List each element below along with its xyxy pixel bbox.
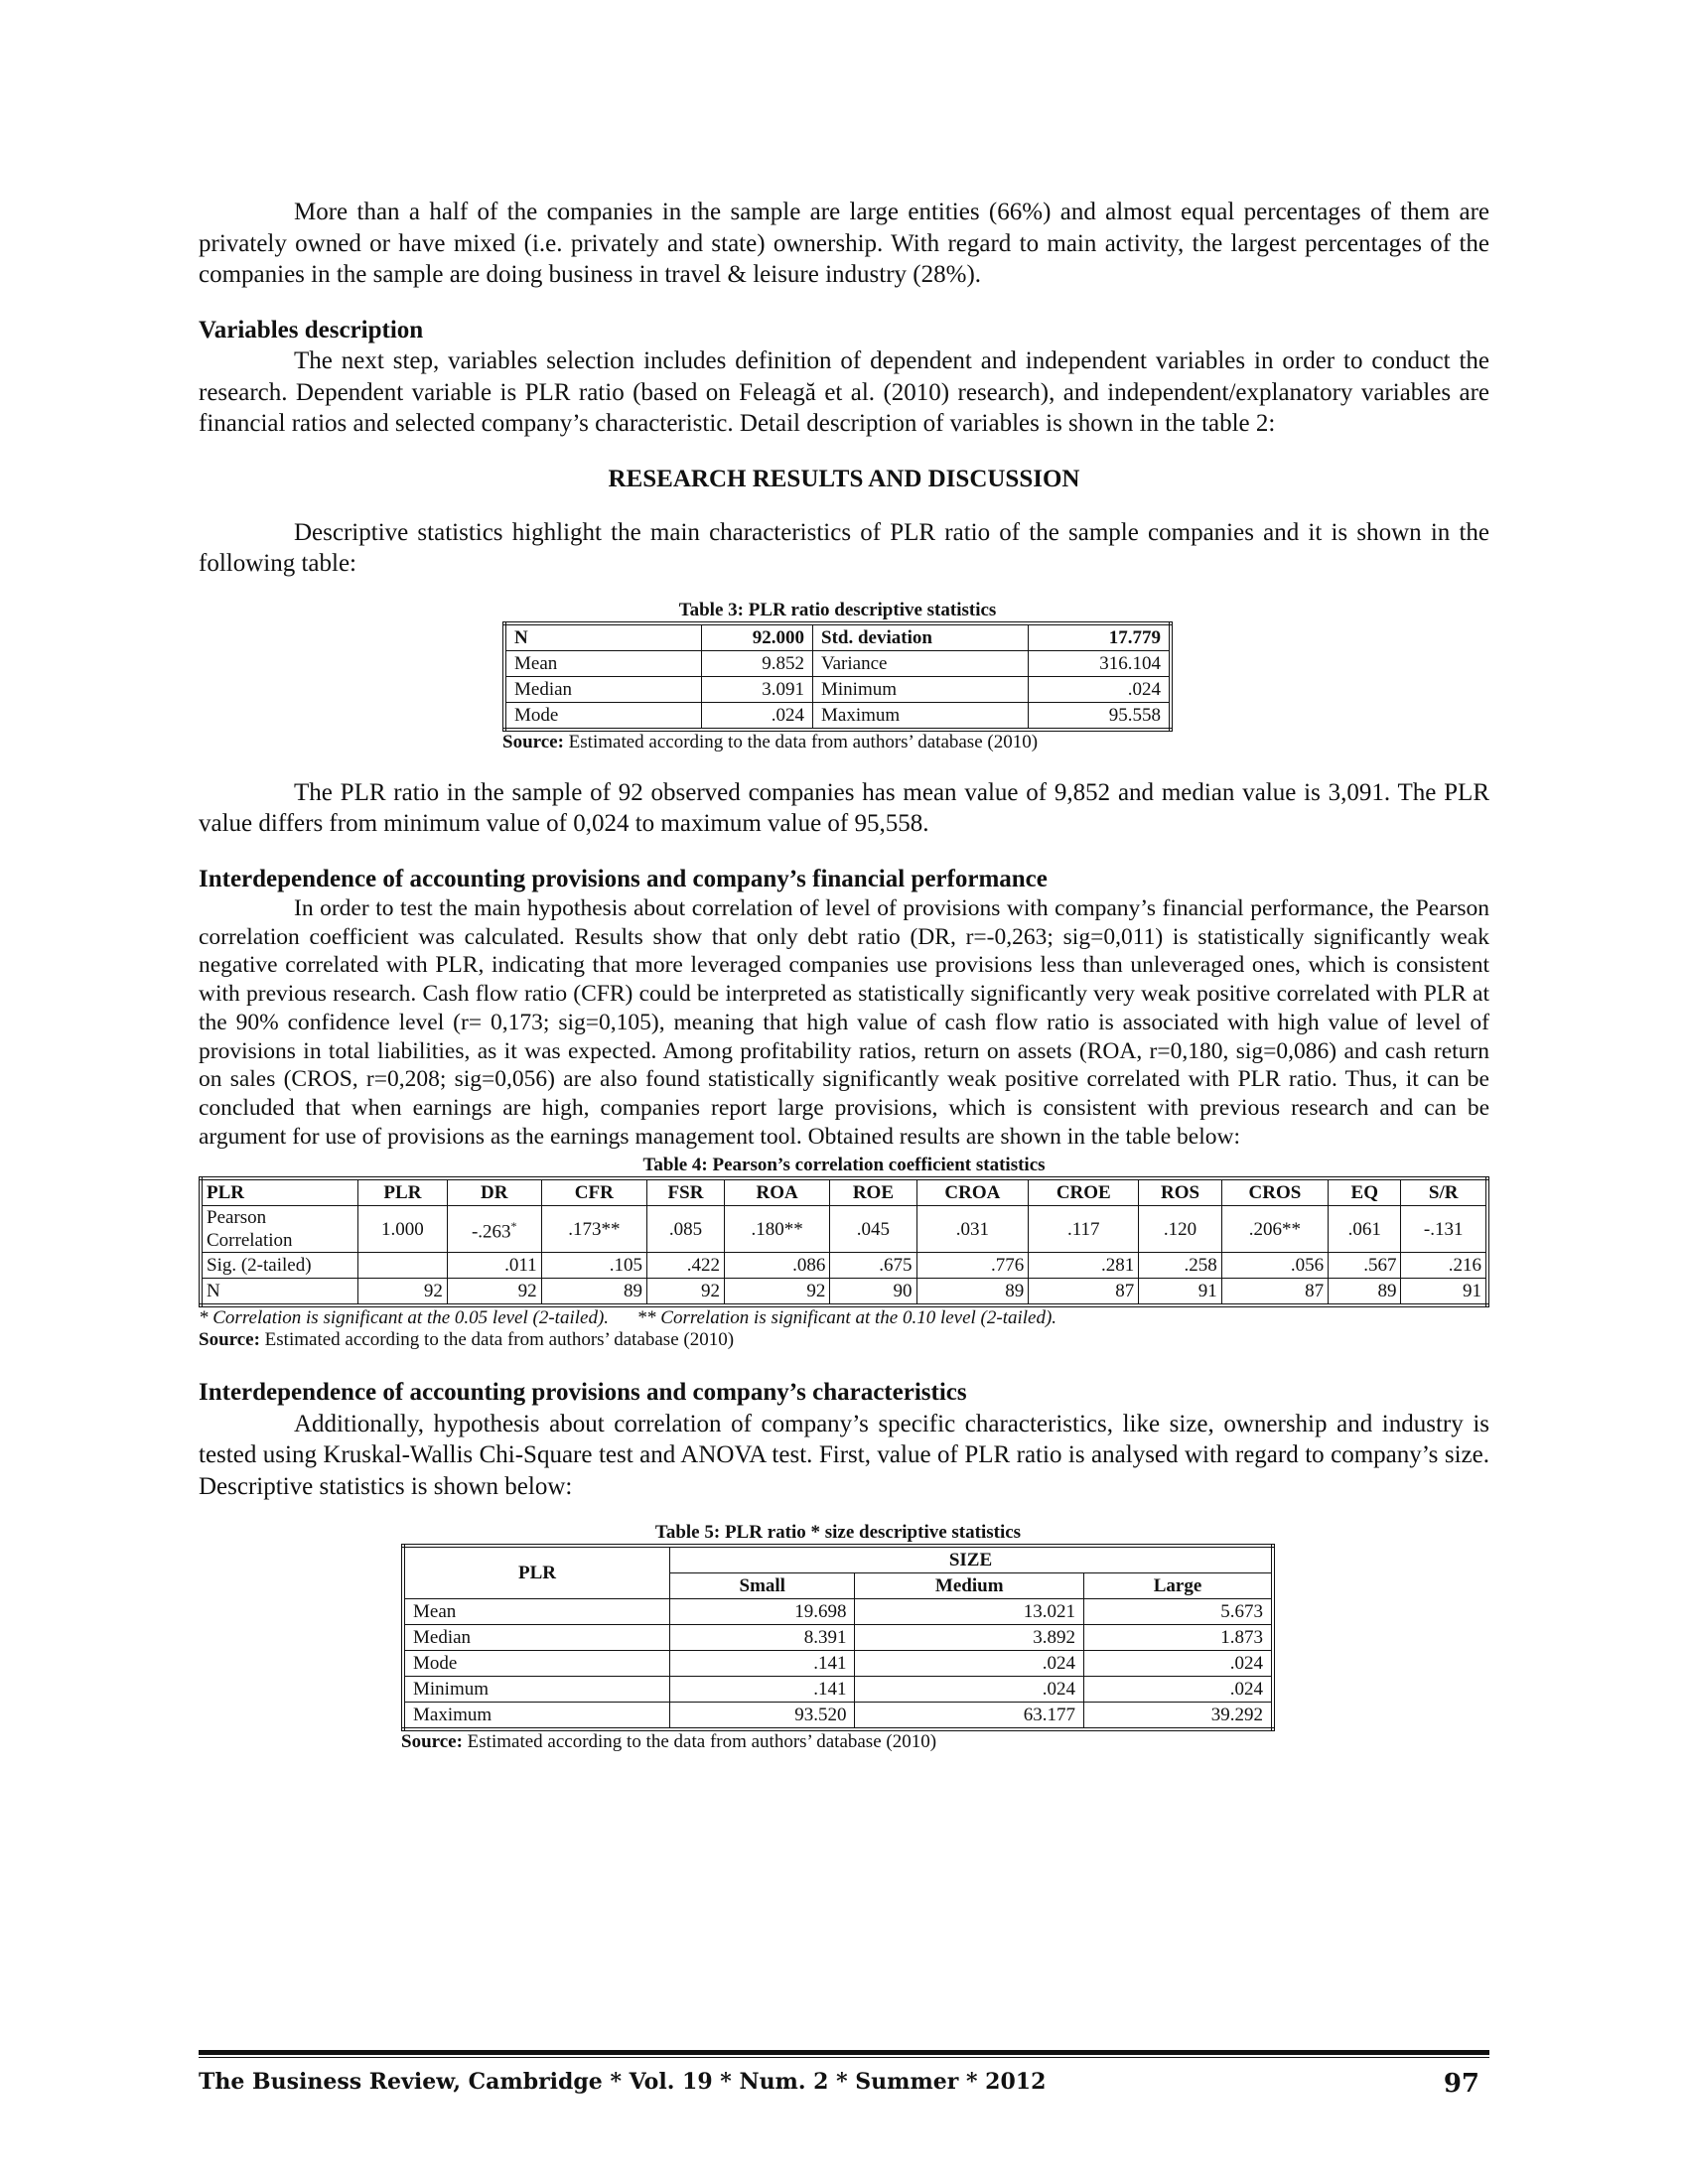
table-cell: .024 [855,1651,1084,1677]
footer-rule-thin [199,2057,1489,2058]
table-row [504,702,1171,730]
table-row [403,1703,1273,1730]
table-cell: .024 [1029,676,1172,702]
table4-source: Source: Estimated according to the data from authors’ database (2010) [199,1329,735,1351]
table-cell: 63.177 [855,1703,1084,1730]
table-cell: 9.852 [702,650,813,676]
table-cell: .141 [670,1677,855,1703]
table-cell: .031 [916,1206,1029,1253]
table-cell: 89 [1329,1279,1401,1306]
table-header-cell: SIZE [670,1546,1274,1573]
paragraph-sample: More than a half of the companies in the sample are large entities (66%) and almost equal percentages of them are privately owned or have mixed (i.e. privately and state) ownership. With regard to main activity, the largest percentages of the companies in the sample are doing business in travel & leisure industry (28%). [199,199,1489,288]
table-cell: .056 [1221,1253,1328,1279]
table-row [403,1625,1273,1651]
table-cell: Pearson Correlation [201,1206,358,1253]
table-header-cell: DR [447,1178,541,1206]
table-cell: 92 [647,1279,725,1306]
table-header-cell: PLR [403,1546,670,1599]
table-header-cell: ROS [1139,1178,1221,1206]
table-cell: Minimum [403,1677,670,1703]
paragraph-characteristics: Additionally, hypothesis about correlation of company’s specific characteristics, like size, ownership and industry is tested using Kruskal-Wallis Chi-Square test and ANOVA test. First, value of PLR ratio is analysed with regard to company’s size. Descriptive statistics is shown below: [199,1410,1489,1500]
table-cell: Mean [403,1599,670,1625]
page-number: 97 [1443,2069,1479,2099]
table-header-cell: S/R [1401,1178,1487,1206]
table-cell: 8.391 [670,1625,855,1651]
table-row [403,1546,1273,1573]
table-cell: Std. deviation [813,623,1029,651]
table5-caption: Table 5: PLR ratio * size descriptive statistics [654,1522,1022,1544]
table-cell: .258 [1139,1253,1221,1279]
table4 [199,1176,1489,1307]
table-cell [358,1253,448,1279]
footer-rule [199,2050,1489,2055]
section-heading-results: RESEARCH RESULTS AND DISCUSSION [608,465,1080,492]
table-cell: .422 [647,1253,725,1279]
table-cell: 39.292 [1083,1703,1273,1730]
table-cell: .085 [647,1206,725,1253]
table-row [403,1599,1273,1625]
table-header-cell: CFR [541,1178,646,1206]
table-cell: 90 [830,1279,916,1306]
table-cell: .011 [447,1253,541,1279]
table-cell: N [504,623,702,651]
table-cell: Mean [504,650,702,676]
table-cell: N [201,1279,358,1306]
table-cell: .776 [916,1253,1029,1279]
table-cell: 1.000 [358,1206,448,1253]
table-row [504,676,1171,702]
table-cell: 3.091 [702,676,813,702]
page-footer [199,2069,1489,2099]
table-row [201,1206,1487,1253]
table-cell: Median [403,1625,670,1651]
table-cell: .206** [1221,1206,1328,1253]
paragraph-variables: The next step, variables selection includes definition of dependent and independent variables in order to conduct the research. Dependent variable is PLR ratio (based on Feleagă et al. (2010) research), and independent/explanatory variables are financial ratios and selected company’s characteristic. Detail description of variables is shown in the table 2: [199,347,1489,437]
table-cell: .281 [1029,1253,1139,1279]
table-header-cell: Large [1083,1573,1273,1599]
table-cell: .120 [1139,1206,1221,1253]
table-header-cell: CROA [916,1178,1029,1206]
table-cell: Minimum [813,676,1029,702]
paragraph-correlation: In order to test the main hypothesis about correlation of level of provisions with company’s financial performance, the Pearson correlation coefficient was calculated. Results show that only debt ratio (DR, r=-0,263; sig=0,011) is statistically significantly weak negative correlated with PLR, indicating that more leveraged companies use provisions less than unleveraged ones, which is consistent with previous research. Cash flow ratio (CFR) could be interpreted as statistically significantly very weak positive correlated with PLR at the 90% confidence level (r= 0,173; sig=0,105), meaning that high value of cash flow ratio is associated with high value of level of provisions in total liabilities, as it was expected. Among profitability ratios, return on assets (ROA, r=0,180, sig=0,086) and cash return on sales (CROS, r=0,208; sig=0,056) are also found statistically significantly weak positive correlated with PLR ratio. Thus, it can be concluded that when earnings are high, companies report large provisions, which is consistent with previous research and can be argument for use of provisions as the earnings management tool. Obtained results are shown in the table below: [199,895,1489,1150]
table-cell: .086 [724,1253,829,1279]
table-cell: .117 [1029,1206,1139,1253]
table-cell: 92.000 [702,623,813,651]
table-row [403,1651,1273,1677]
page-body [199,197,1489,1753]
section-heading-financial-performance: Interdependence of accounting provisions and company’s financial performance [199,865,1048,892]
table-cell: .180** [724,1206,829,1253]
table4-caption: Table 4: Pearson’s correlation coefficient statistics [642,1155,1046,1176]
table-row [504,650,1171,676]
table3 [502,621,1173,732]
table-cell: 89 [541,1279,646,1306]
table-cell: Variance [813,650,1029,676]
table-cell: 13.021 [855,1599,1084,1625]
table-cell: 93.520 [670,1703,855,1730]
table-header-cell: EQ [1329,1178,1401,1206]
table5-source: Source: Estimated according to the data from authors’ database (2010) [401,1731,937,1753]
table-cell: .024 [1083,1677,1273,1703]
table-cell: .024 [855,1677,1084,1703]
table-cell: 92 [358,1279,448,1306]
table3-source: Source: Estimated according to the data from authors’ database (2010) [502,731,1039,752]
table-row [201,1178,1487,1206]
table-cell: .567 [1329,1253,1401,1279]
table-cell: .173** [541,1206,646,1253]
table5 [401,1544,1275,1731]
table3-block [502,600,1173,753]
table-header-cell: CROE [1029,1178,1139,1206]
table4-block [199,1155,1489,1351]
table-cell: .061 [1329,1206,1401,1253]
paragraph-plr-summary: The PLR ratio in the sample of 92 observed companies has mean value of 9,852 and median value is 3,091. The PLR value differs from minimum value of 0,024 to maximum value of 95,558. [199,778,1489,837]
table-header-cell: Small [670,1573,855,1599]
table-cell: 92 [724,1279,829,1306]
table-row [504,623,1171,651]
table5-block [401,1522,1275,1753]
table-cell: -.131 [1401,1206,1487,1253]
table3-caption: Table 3: PLR ratio descriptive statistics [678,599,997,620]
section-heading-variables: Variables description [199,316,424,343]
table4-notes: * Correlation is significant at the 0.05 level (2-tailed). ** Correlation is significant at the 0.10 level (2-tailed). [199,1307,1057,1329]
table-header-cell: PLR [358,1178,448,1206]
table-header-cell: ROE [830,1178,916,1206]
table-cell: 1.873 [1083,1625,1273,1651]
table-cell: 87 [1221,1279,1328,1306]
table-cell: 92 [447,1279,541,1306]
table-cell: 95.558 [1029,702,1172,730]
table-row [403,1677,1273,1703]
table-cell: Sig. (2-tailed) [201,1253,358,1279]
table-cell: .675 [830,1253,916,1279]
table-cell: .024 [702,702,813,730]
table-cell: 17.779 [1029,623,1172,651]
table-cell: Maximum [813,702,1029,730]
table-cell: 91 [1401,1279,1487,1306]
table-cell: Mode [504,702,702,730]
table-cell: 316.104 [1029,650,1172,676]
paragraph-descriptive: Descriptive statistics highlight the main characteristics of PLR ratio of the sample companies and it is shown in the following table: [199,518,1489,577]
table-cell: .216 [1401,1253,1487,1279]
table-cell: -.263* [447,1206,541,1253]
table-header-cell: PLR [201,1178,358,1206]
table-cell: 91 [1139,1279,1221,1306]
table-row [201,1253,1487,1279]
table-cell: Median [504,676,702,702]
table-cell: .045 [830,1206,916,1253]
table-cell: Maximum [403,1703,670,1730]
table-cell: Mode [403,1651,670,1677]
table-cell: 19.698 [670,1599,855,1625]
table-cell: .105 [541,1253,646,1279]
table-header-cell: CROS [1221,1178,1328,1206]
section-heading-characteristics: Interdependence of accounting provisions and company’s characteristics [199,1379,967,1407]
table-header-cell: FSR [647,1178,725,1206]
table-cell: .141 [670,1651,855,1677]
table-row [201,1279,1487,1306]
table-cell: 87 [1029,1279,1139,1306]
table-header-cell: Medium [855,1573,1084,1599]
journal-name: The Business Review, Cambridge * Vol. 19 * Num. 2 * Summer * 2012 [199,2069,1047,2095]
table-cell: .024 [1083,1651,1273,1677]
table-cell: 3.892 [855,1625,1084,1651]
table-cell: 89 [916,1279,1029,1306]
table-cell: 5.673 [1083,1599,1273,1625]
table-header-cell: ROA [724,1178,829,1206]
